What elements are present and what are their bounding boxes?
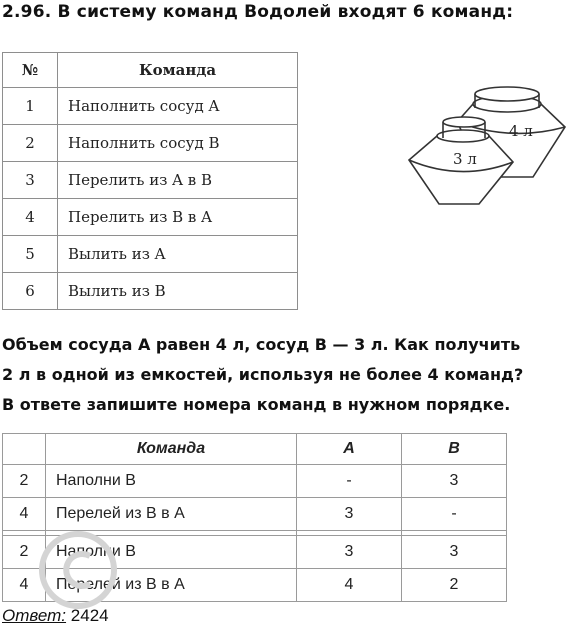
- step-command: Перелей из В в А: [46, 498, 297, 531]
- answer-line: [2, 606, 109, 626]
- header-b: В: [402, 434, 507, 465]
- command-text: Перелить из B в A: [58, 199, 298, 236]
- command-text: Наполнить сосуд A: [58, 88, 298, 125]
- command-text: Вылить из B: [58, 273, 298, 310]
- volume-b: -: [402, 498, 507, 531]
- volume-b: 3: [402, 536, 507, 569]
- answer-label: Ответ:: [2, 606, 67, 625]
- volume-b: 2: [402, 569, 507, 602]
- header-step: [3, 434, 46, 465]
- answer-value: 2424: [70, 606, 109, 625]
- step-number: 2: [3, 465, 46, 498]
- header-command: Команда: [46, 434, 297, 465]
- volume-b: 3: [402, 465, 507, 498]
- table-row: [3, 498, 507, 531]
- command-number: 4: [3, 199, 58, 236]
- table-row: [3, 536, 507, 569]
- statement-line: Объем сосуда А равен 4 л, сосуд В — 3 л. Как получить: [2, 335, 521, 354]
- volume-a: 4: [297, 569, 402, 602]
- volume-a: 3: [297, 498, 402, 531]
- problem-statement: [2, 330, 580, 420]
- table-row: [3, 236, 298, 273]
- command-number: 5: [3, 236, 58, 273]
- table-row: [3, 162, 298, 199]
- table-row: [3, 569, 507, 602]
- command-number: 6: [3, 273, 58, 310]
- table-row: [3, 273, 298, 310]
- commands-header-row: [3, 53, 298, 88]
- command-text: Перелить из A в B: [58, 162, 298, 199]
- command-number: 1: [3, 88, 58, 125]
- solution-header-row: [3, 434, 507, 465]
- vessels-illustration: [405, 82, 575, 212]
- volume-a: 3: [297, 536, 402, 569]
- step-command: Перелей из В в А: [46, 569, 297, 602]
- problem-title: 2.96. В систему команд Водолей входят 6 команд:: [2, 2, 514, 22]
- step-command: Наполни В: [46, 465, 297, 498]
- step-number: 2: [3, 536, 46, 569]
- table-row: [3, 199, 298, 236]
- table-row: [3, 125, 298, 162]
- header-command: Команда: [58, 53, 298, 88]
- header-number: №: [3, 53, 58, 88]
- vessel-b-label: 3 л: [453, 150, 477, 168]
- step-number: 4: [3, 498, 46, 531]
- command-number: 2: [3, 125, 58, 162]
- table-row: [3, 465, 507, 498]
- step-command: Наполни В: [46, 536, 297, 569]
- vessel-a-label: 4 л: [509, 122, 533, 140]
- step-number: 4: [3, 569, 46, 602]
- header-a: А: [297, 434, 402, 465]
- table-row: [3, 88, 298, 125]
- command-text: Наполнить сосуд B: [58, 125, 298, 162]
- statement-line: В ответе запишите номера команд в нужном порядке.: [2, 395, 511, 414]
- volume-a: -: [297, 465, 402, 498]
- commands-table: [2, 52, 298, 310]
- solution-table: [2, 433, 507, 602]
- statement-line: 2 л в одной из емкостей, используя не более 4 команд?: [2, 365, 524, 384]
- command-text: Вылить из A: [58, 236, 298, 273]
- command-number: 3: [3, 162, 58, 199]
